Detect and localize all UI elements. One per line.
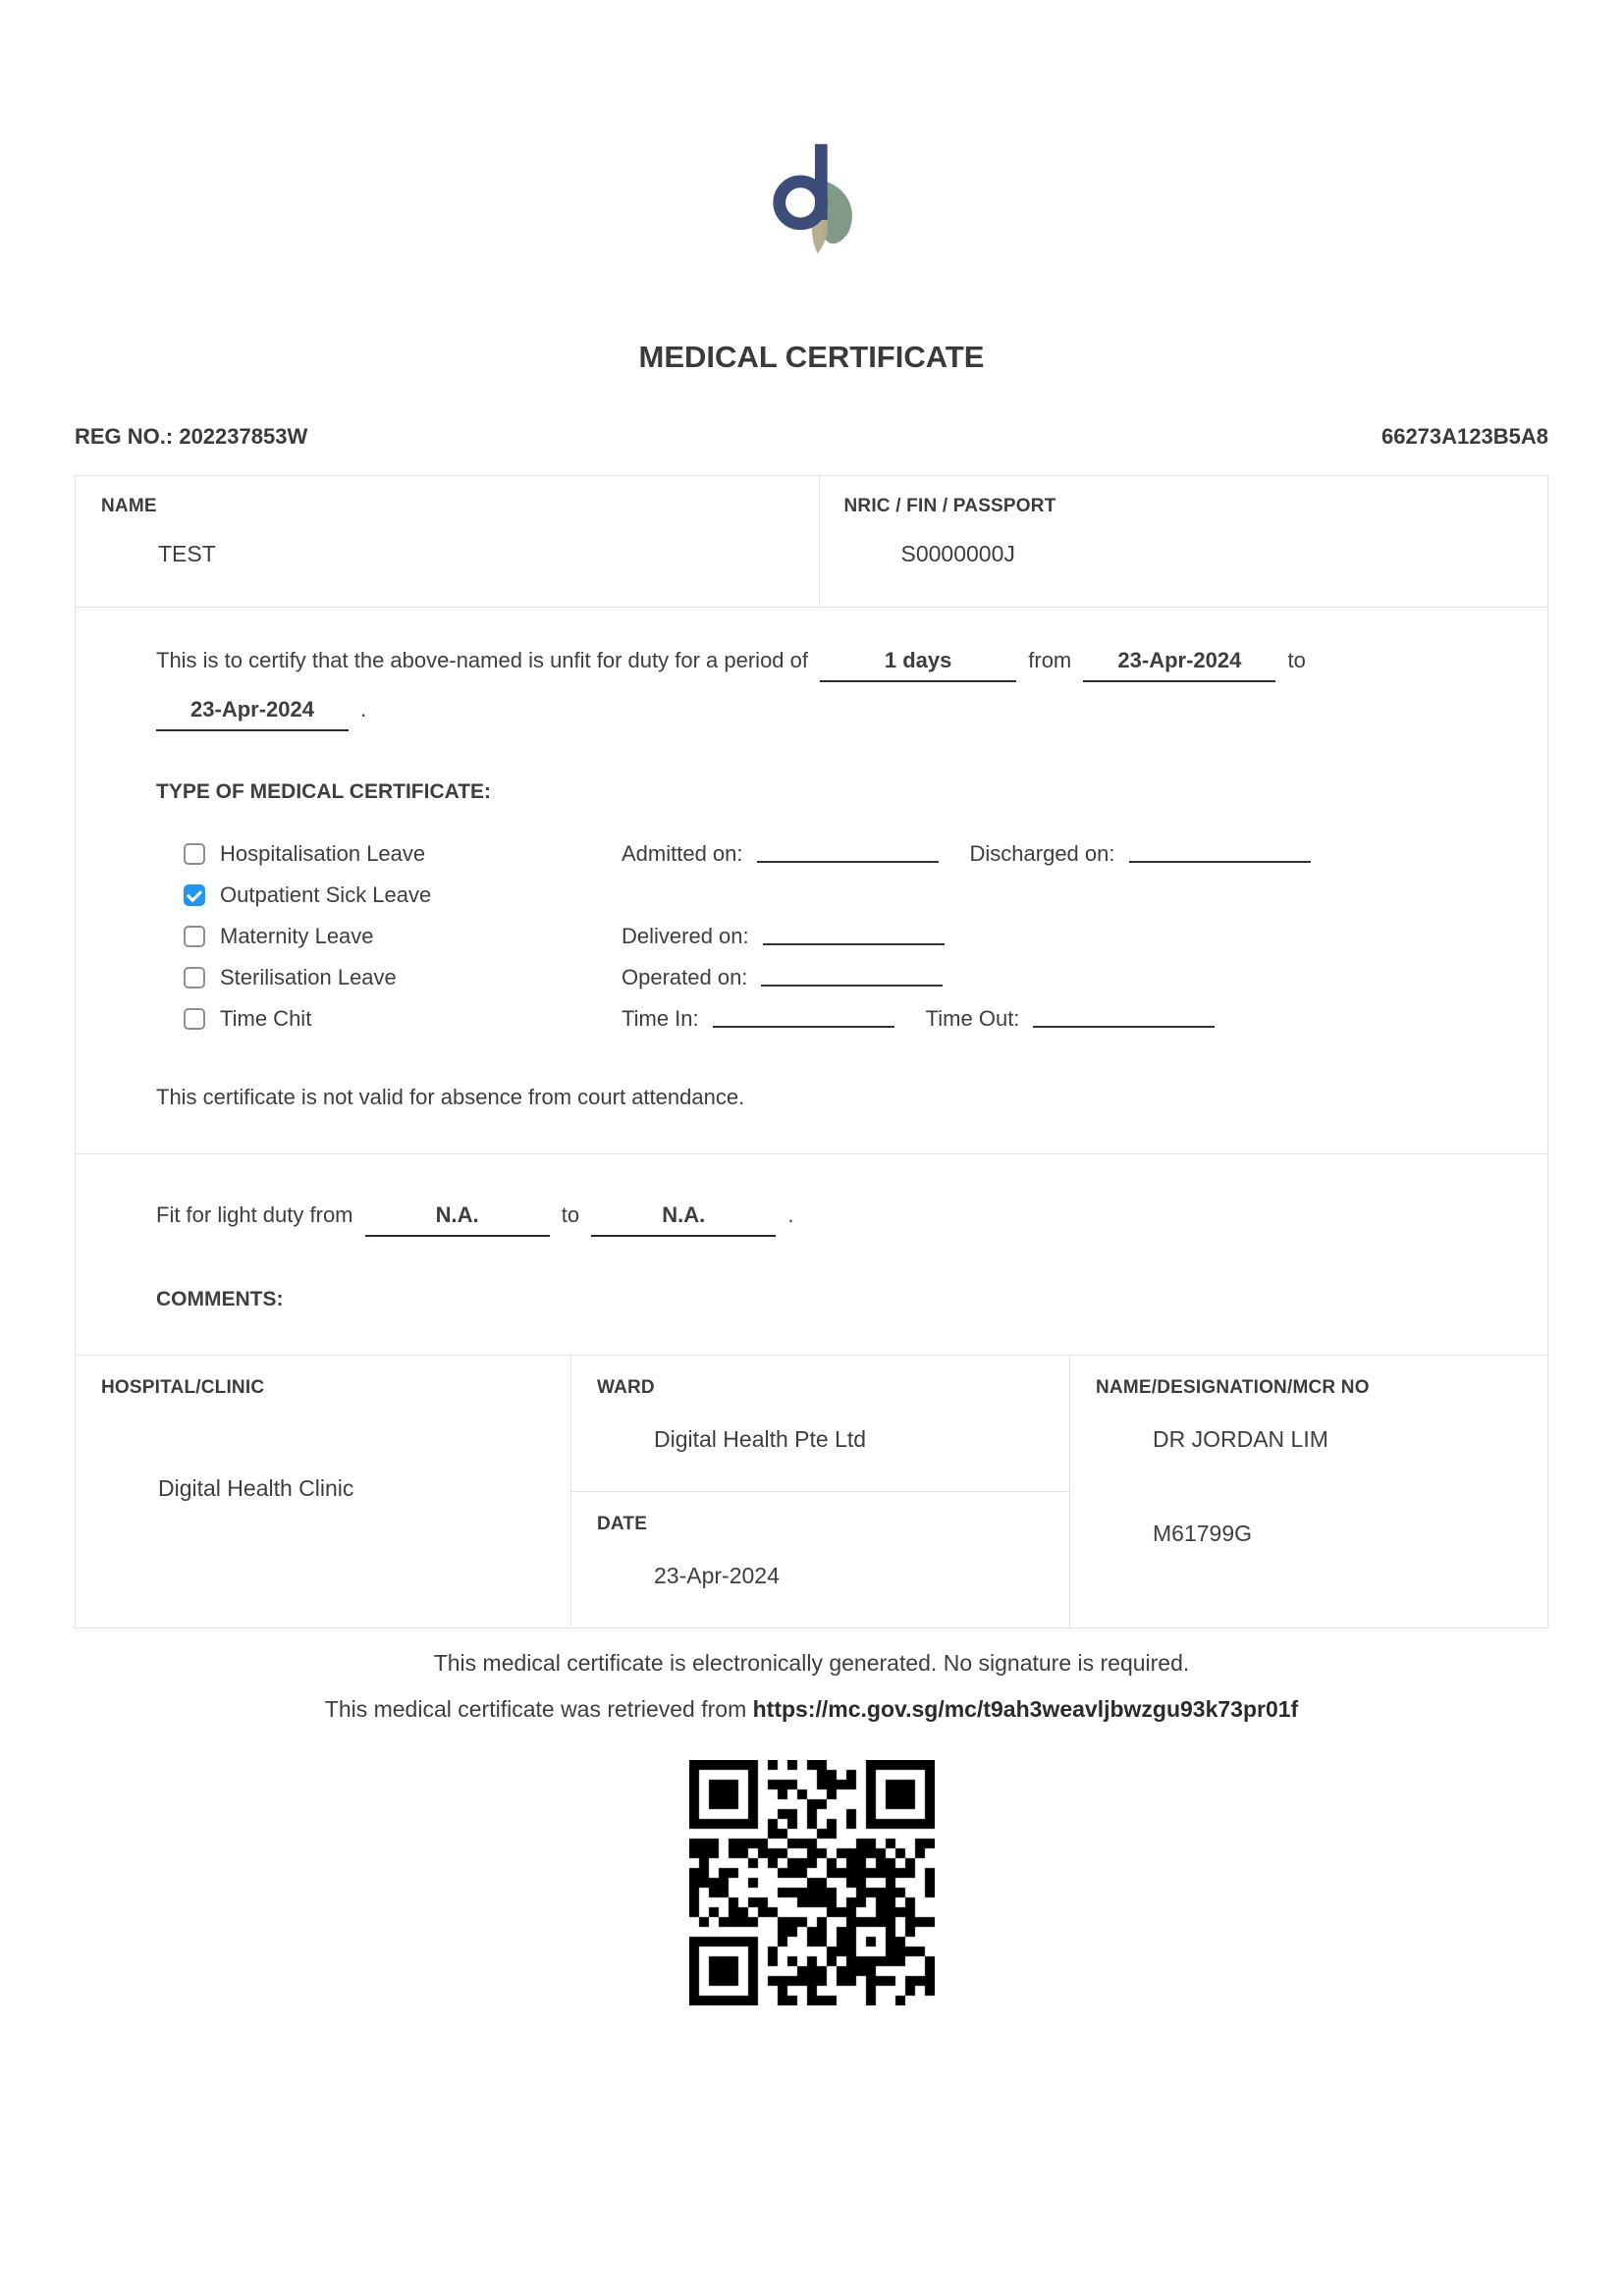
page-title: MEDICAL CERTIFICATE <box>638 340 985 374</box>
court-attendance-note: This certificate is not valid for absence from court attendance. <box>156 1085 745 1109</box>
to-date-field: 23-Apr-2024 <box>156 690 349 731</box>
certificate-body <box>75 475 1548 1629</box>
time-in-field-group <box>622 1006 894 1032</box>
operated-on-field-group <box>622 965 943 990</box>
comments-label: COMMENTS: <box>156 1288 284 1310</box>
retrieved-note <box>0 1696 1623 1723</box>
light-duty-suffix: . <box>787 1202 794 1227</box>
outpatient-sick-leave-checkbox[interactable] <box>184 884 205 906</box>
hospital-clinic-value: Digital Health Clinic <box>158 1475 354 1501</box>
nric-cell <box>820 476 1547 607</box>
nric-value: S0000000J <box>900 541 1015 566</box>
doctor-mcr-no: M61799G <box>1153 1521 1253 1546</box>
hospital-clinic-label: HOSPITAL/CLINIC <box>101 1377 265 1398</box>
time-chit-checkbox[interactable] <box>184 1008 205 1030</box>
time-out-blank <box>1033 1010 1215 1028</box>
qr-code <box>689 1760 935 2005</box>
generated-note: This medical certificate is electronically generated. No signature is required. <box>433 1650 1190 1676</box>
mc-type-list <box>156 833 1508 1040</box>
date-label: DATE <box>597 1514 648 1534</box>
time-in-blank <box>713 1010 894 1028</box>
from-date-field: 23-Apr-2024 <box>1083 641 1275 682</box>
certify-line-2 <box>156 690 1508 731</box>
mc-row-outpatient <box>156 875 1508 916</box>
hospital-clinic-cell <box>76 1356 571 1628</box>
doc-code: 66273A123B5A8 <box>1380 424 1548 449</box>
doctor-cell <box>1070 1356 1547 1628</box>
hospitalisation-leave-checkbox[interactable] <box>184 843 205 865</box>
from-label: from <box>1028 648 1072 672</box>
reg-no: REG NO.: 202237853W <box>75 424 308 449</box>
light-duty-prefix: Fit for light duty from <box>156 1202 353 1227</box>
discharged-on-label: Discharged on: <box>969 841 1115 866</box>
doctor-name: DR JORDAN LIM <box>1153 1426 1328 1452</box>
date-value: 23-Apr-2024 <box>654 1563 780 1588</box>
name-value: TEST <box>158 541 216 566</box>
certify-text: This is to certify that the above-named is unfit for duty for a period of <box>156 648 808 672</box>
name-label: NAME <box>101 496 157 516</box>
discharged-on-blank <box>1129 845 1311 863</box>
certify-line-1 <box>156 641 1508 682</box>
certificate-url: https://mc.gov.sg/mc/t9ah3weavljbwzgu93k73pr01f <box>752 1696 1299 1722</box>
maternity-leave-checkbox[interactable] <box>184 926 205 947</box>
light-duty-section <box>76 1154 1547 1356</box>
mc-type-heading: TYPE OF MEDICAL CERTIFICATE: <box>156 780 492 803</box>
certification-section <box>76 608 1547 1154</box>
mc-row-maternity <box>156 916 1508 957</box>
sterilisation-leave-checkbox[interactable] <box>184 967 205 988</box>
ward-label: WARD <box>597 1377 655 1398</box>
admitted-on-blank <box>757 845 939 863</box>
ward-value: Digital Health Pte Ltd <box>654 1426 867 1452</box>
clinic-row <box>76 1356 1547 1628</box>
light-duty-from-field: N.A. <box>365 1196 550 1237</box>
registration-row <box>75 424 1548 450</box>
mc-row-sterilisation <box>156 957 1508 998</box>
light-duty-line <box>156 1196 1508 1237</box>
ward-subcell <box>571 1356 1069 1492</box>
delivered-on-label: Delivered on: <box>622 924 749 948</box>
nric-label: NRIC / FIN / PASSPORT <box>843 496 1056 516</box>
certify-suffix: . <box>360 697 367 721</box>
identity-row <box>76 476 1547 608</box>
mc-row-hospitalisation <box>156 833 1508 875</box>
admitted-on-label: Admitted on: <box>622 841 743 866</box>
date-subcell <box>571 1492 1069 1628</box>
mc-option-label: Time Chit <box>220 1006 312 1031</box>
light-duty-to-label: to <box>561 1202 580 1227</box>
operated-on-blank <box>761 969 943 987</box>
mc-option-label: Outpatient Sick Leave <box>220 882 432 907</box>
admitted-on-field-group <box>622 841 939 867</box>
discharged-on-field-group <box>970 841 1311 867</box>
name-cell <box>76 476 820 607</box>
clinic-logo-icon <box>769 143 855 255</box>
doctor-label: NAME/DESIGNATION/MCR NO <box>1096 1377 1370 1398</box>
ward-date-cell <box>571 1356 1070 1628</box>
period-days-field: 1 days <box>820 641 1016 682</box>
time-out-label: Time Out: <box>925 1006 1020 1031</box>
mc-option-label: Maternity Leave <box>220 924 374 948</box>
light-duty-to-field: N.A. <box>591 1196 776 1237</box>
checkmark-icon <box>187 885 202 901</box>
to-label: to <box>1287 648 1306 672</box>
time-out-field-group <box>926 1006 1216 1032</box>
retrieved-prefix: This medical certificate was retrieved from <box>324 1696 753 1722</box>
mc-option-label: Hospitalisation Leave <box>220 841 426 866</box>
operated-on-label: Operated on: <box>622 965 748 989</box>
mc-row-time-chit <box>156 998 1508 1040</box>
mc-option-label: Sterilisation Leave <box>220 965 397 989</box>
time-in-label: Time In: <box>622 1006 699 1031</box>
delivered-on-field-group <box>622 924 945 949</box>
delivered-on-blank <box>763 928 945 945</box>
